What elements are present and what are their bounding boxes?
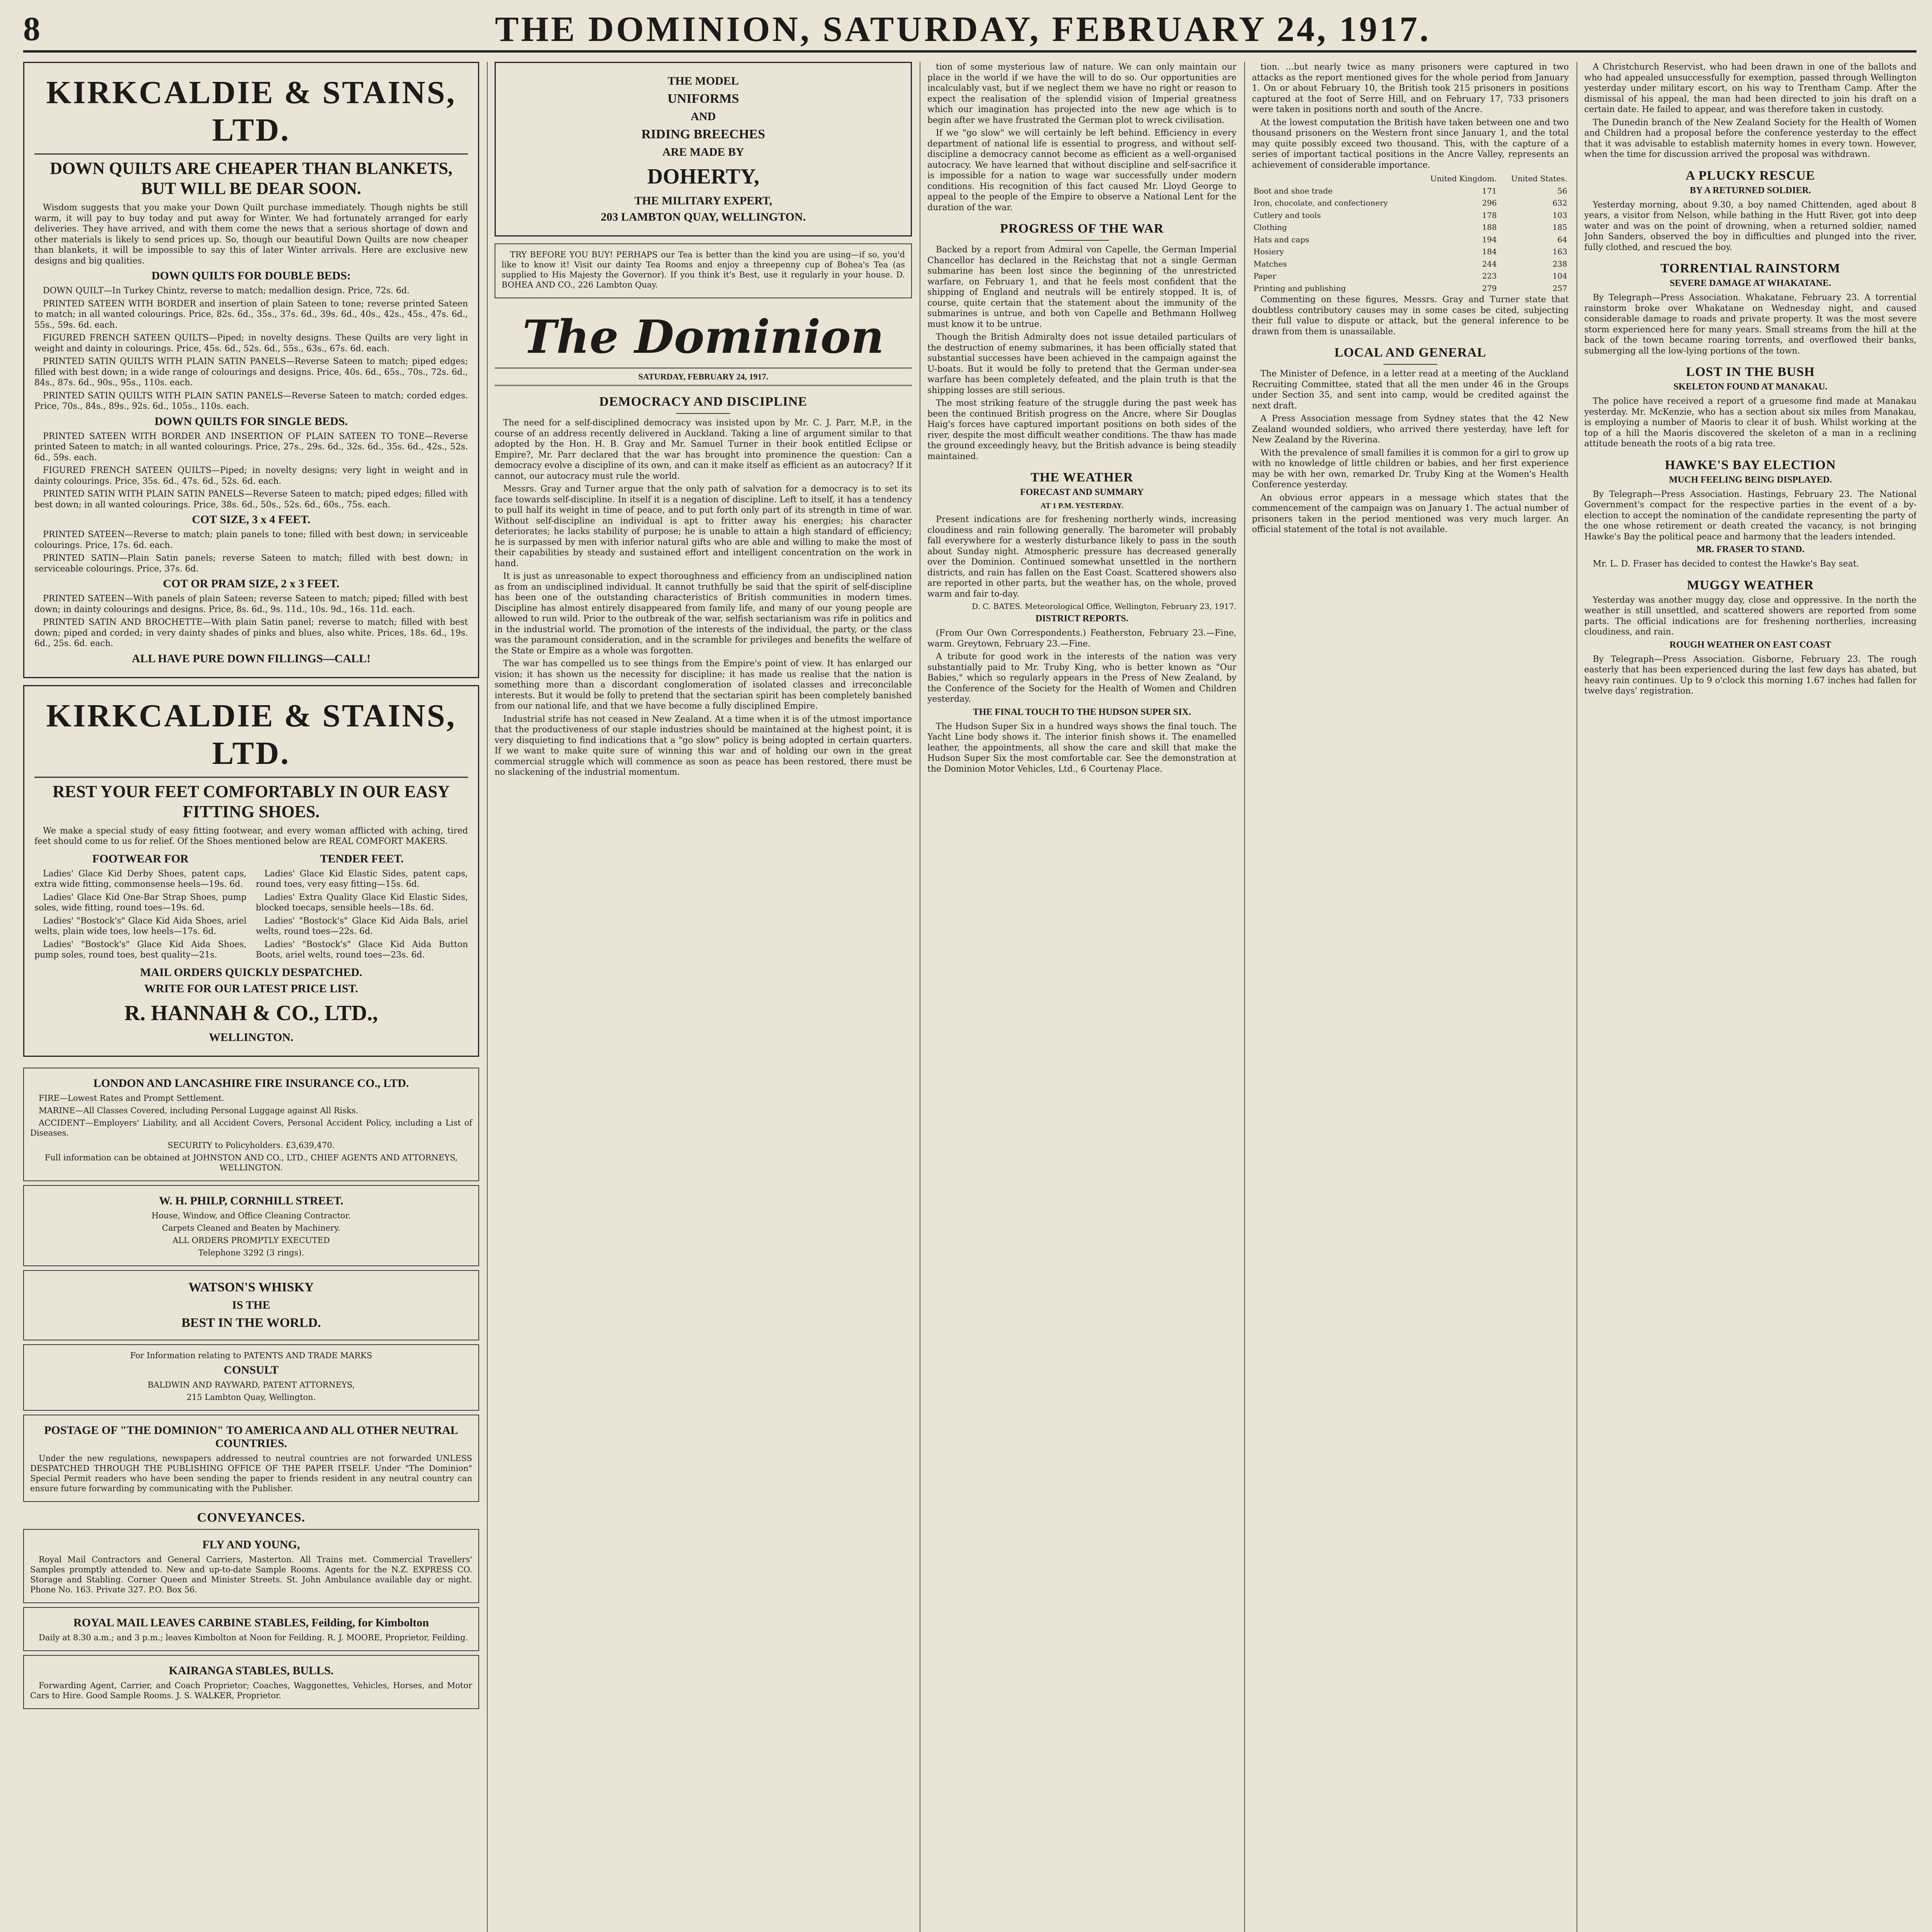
table-cell: Iron, chocolate, and confectionery: [1253, 198, 1388, 207]
article-paragraph: Mr. L. D. Fraser has decided to contest the Hawke's Bay seat.: [1593, 559, 1859, 569]
advert-title: KAIRANGA STABLES, BULLS.: [168, 1664, 334, 1677]
article-paragraph: By Telegraph—Press Association. Gisborne, February 23. The rough easterly that has been experienced during the last few days has abated, but heavy rain continues. Up to 9 o'clock this morning 1.67 inches had fallen for twelve days' registration.: [1584, 654, 1917, 696]
table-cell: Boot and shoe trade: [1253, 186, 1333, 196]
table-row: [1252, 209, 1569, 222]
weather-heading: THE WEATHER: [1031, 470, 1133, 485]
section-heading: DOWN QUILTS FOR SINGLE BEDS.: [155, 415, 348, 428]
weather-time: AT 1 P.M. YESTERDAY.: [1040, 502, 1124, 510]
table-cell: Cutlery and tools: [1253, 210, 1321, 220]
conveyances-heading: CONVEYANCES.: [197, 1510, 305, 1525]
section-heading: COT SIZE, 3 x 4 FEET.: [192, 513, 311, 526]
list-item: PRINTED SATEEN WITH BORDER AND INSERTION OF PLAIN SATEEN TO TONE—Reverse printed Sateen to match; in all wanted colourings. Price, 27s., 29s. 6d., 32s. 6d., 35s. 6d., 42s., 52s. 6d., 59s. each.: [34, 431, 468, 463]
table-cell: 171: [1482, 186, 1497, 196]
list-item: PRINTED SATIN—Plain Satin panels; reverse Sateen to match; filled with best down; in serviceable colourings. Price, 37s. 6d.: [34, 553, 468, 574]
shoes-advert: [23, 685, 479, 1057]
table-cell: 104: [1552, 271, 1567, 281]
table-cell: Hosiery: [1253, 247, 1284, 256]
notice-text: Under the new regulations, newspapers addressed to neutral countries are not forwarded UNLESS DESPATCHED THROUGH THE PUBLISHING OFFICE OF THE PAPER ITSELF. Under "The Dominion" Special Permit readers who have been sending the paper to friends resident in any neutral country can ensure future forwarding by communicating with the Publisher.: [30, 1453, 472, 1493]
article-paragraph: Backed by a report from Admiral von Capelle, the German Imperial Chancellor has declared in the Reichstag that not a single German submarine has been lost since the beginning of the unrestricted warfare, on February 1, and that he feels most confident that the shipping of England and neutrals will be entirely stopped. It is, of course, quite certain that the statement about the immunity of the submarines is untrue, and both von Capelle and Bethmann Hollweg must know it to be untrue.: [927, 245, 1236, 329]
list-item: PRINTED SATIN QUILTS WITH PLAIN SATIN PANELS—Reverse Sateen to match; corded edges. Price, 70s., 84s., 89s., 92s. 6d., 105s., 110s. each.: [34, 391, 468, 411]
advert-line: UNIFORMS: [667, 92, 739, 106]
table-row: [1252, 234, 1569, 246]
advert-line: FIRE—Lowest Rates and Prompt Settlement.: [39, 1093, 224, 1103]
article-paragraph: The Dunedin branch of the New Zealand Society for the Health of Women and Children had a proposal before the conference yesterday to the effect that it was advisable to establish maternity homes in every town. However, when the time for discussion arrived the proposal was withdrawn.: [1584, 117, 1917, 159]
table-cell: 185: [1552, 223, 1567, 232]
firm-name: R. HANNAH & CO., LTD.,: [124, 1001, 378, 1025]
list-item: Ladies' "Bostock's" Glace Kid Aida Shoes, pump soles, round toes, best quality—21s.: [34, 939, 247, 960]
rescue-heading: A PLUCKY RESCUE: [1685, 168, 1815, 183]
advert-line: Carpets Cleaned and Beaten by Machinery.: [162, 1223, 340, 1233]
list-item: PRINTED SATEEN—With panels of plain Sateen; reverse Sateen to match; piped; filled with best down; in dainty colourings and designs. Price, 8s. 6d., 9s. 11d., 10s. 9d., 16s. 11d. each.: [34, 594, 468, 614]
table-cell: 194: [1482, 235, 1497, 244]
editorial-paragraph: It is just as unreasonable to expect thoroughness and efficiency from an undisciplined nation as from an undisciplined individual. It cannot truthfully be said that the spirit of self-discipline has been one of the outstanding characteristics of British communities in modern times. Discipline has almost entirely disappeared from family life, and many of our young people are allowed to run wild. Prior to the outbreak of the war, selfish sectarianism was rife in politics and in the industrial world. The promotion of the interests of the individual, the party, or the class was the paramount consideration, and in the scramble for privileges and benefits the welfare of the State or Empire as a whole was forgotten.: [495, 571, 912, 656]
table-cell: 632: [1552, 198, 1567, 207]
advert-text: Royal Mail Contractors and General Carriers, Masterton. All Trains met. Commercial Travellers' Samples promptly attended to. New and up-to-date Sample Rooms. Agents for the N.Z. EXPRESS CO. Storage and Stabling. Corner Queen and Minister Streets. St. John Ambulance available day or night. Phone No. 163. Private 327. P.O. Box 56.: [30, 1554, 472, 1594]
table-cell: 257: [1552, 283, 1567, 293]
tea-advert: [495, 243, 912, 298]
table-row: [1252, 258, 1569, 270]
section-heading: COT OR PRAM SIZE, 2 x 3 FEET.: [163, 577, 340, 590]
table-cell: 296: [1482, 198, 1497, 207]
tribute-text: A tribute for good work in the interests of the nation was very substantially paid to Mr. Truby King, who is better known as "Our Babies," which so regularly appears in the Press of New Zealand, by the Conference of the Society for the Health of Women and Children yesterday.: [927, 652, 1236, 704]
editorial-paragraph: The war has compelled us to see things from the Empire's point of view. It has enlarged our vision; it has shown us the necessity for discipline; it has made us realise that the nation is something more than a discordant conglomeration of isolated classes and irreconcilable interests. But it would be folly to pretend that the sectarian spirit has been completely banished from our national life, and that we have become a fully disciplined Empire.: [495, 659, 912, 711]
advert-line: BEST IN THE WORLD.: [181, 1315, 321, 1330]
article-paragraph: The most striking feature of the struggle during the past week has been the continued British progress on the Ancre, where Sir Douglas Haig's forces have captured important positions on both sides of the river, despite the most difficult weather conditions. The thaw has made the ground exceedingly heavy, but the British advance is being steadily maintained.: [927, 398, 1236, 461]
advert-line: BALDWIN AND RAYWARD, PATENT ATTORNEYS,: [147, 1380, 355, 1389]
advert-line: WATSON'S WHISKY: [188, 1280, 314, 1294]
local-paragraph: An obvious error appears in a message which states that the commencement of the campaign was on January 1. The actual number of prisoners taken in the period mentioned was very much larger. An official statement of the total is not available.: [1252, 493, 1569, 534]
notice-title: POSTAGE OF "THE DOMINION" TO AMERICA AND ALL OTHER NEUTRAL COUNTRIES.: [44, 1423, 458, 1450]
advert-text: TRY BEFORE YOU BUY! PERHAPS our Tea is better than the kind you are using—if so, you'd like to know it! Visit our dainty Tea Rooms and enjoy a threepenny cup of Bohea's Tea (as supplied to His Majesty the Governor). If you think it's Best, use it regularly in your house. D. BOHEA AND CO., 226 Lambton Quay.: [502, 250, 905, 289]
advert-line: AND: [690, 110, 716, 123]
article-paragraph: The police have received a report of a gruesome find made at Manakau yesterday. Mr. McKenzie, who has a section about six miles from Manakau, is employing a number of Maoris to clear it of bush. Whilst working at the top of a hill the Maoris discovered the skeleton of a man in a reclining attitude beneath the roots of a big rata tree.: [1584, 396, 1917, 449]
advert-title: W. H. PHILP, CORNHILL STREET.: [159, 1194, 344, 1207]
advert-headline: DOWN QUILTS ARE CHEAPER THAN BLANKETS, BUT WILL BE DEAR SOON.: [50, 159, 452, 198]
local-paragraph: A Press Association message from Sydney states that the 42 New Zealand wounded soldiers, who arrived there yesterday, have left for New Zealand by the Riverina.: [1252, 414, 1569, 445]
weather-signature: D. C. BATES. Meteorological Office, Wellington, February 23, 1917.: [972, 602, 1236, 611]
advert-address: 203 LAMBTON QUAY, WELLINGTON.: [600, 211, 806, 223]
whisky-advert: [23, 1270, 479, 1340]
advert-brand: KIRKCALDIE & STAINS, LTD.: [46, 697, 456, 771]
article-paragraph: If we "go slow" we will certainly be left behind. Efficiency in every department of national life is essential to progress, and without self-discipline a democracy cannot become as efficient as a well-organised autocracy. We have learned that without discipline and self-sacrifice it is impossible for a nation to wage war successfully under modern conditions. His recognition of this fact caused Mr. Lloyd George to appeal to the people of the Empire to observe a National Lent for the duration of the war.: [927, 128, 1236, 213]
hudson-text: The Hudson Super Six in a hundred ways shows the final touch. The Yacht Line body shows it. The interior finish shows it. The enamelled leather, the appointments, all show the care and skill that make the Hudson Super Six the most comfortable car. See the demonstration at the Dominion Motor Vehicles, Ltd., 6 Courtenay Place.: [927, 721, 1236, 774]
election-subheading: MUCH FEELING BEING DISPLAYED.: [1669, 474, 1832, 485]
mail-advert: [23, 1607, 479, 1651]
district-heading: DISTRICT REPORTS.: [1035, 614, 1129, 624]
list-item: PRINTED SATIN WITH PLAIN SATIN PANELS—Reverse Sateen to match; piped edges; filled with best down; in all wanted colourings. Price, 38s. 6d., 50s., 52s. 6d., 60s., 75s. each.: [34, 489, 468, 510]
stables-advert: [23, 1655, 479, 1709]
column-3: [927, 62, 1236, 1932]
local-paragraph: With the prevalence of small families it is common for a girl to grow up with no knowledge of little children or babies, and her first experience may be with her own, remarked Dr. Truby King at the Women's Health Conference yesterday.: [1252, 448, 1569, 490]
advert-line: CONSULT: [223, 1363, 279, 1376]
article-paragraph: Yesterday was another muggy day, close and oppressive. In the north the weather is still unsettled, and scattered showers are reported from some parts. The official indications are for freshening northerlies, increasing cloudiness, and rain.: [1584, 595, 1917, 637]
article-paragraph: At the lowest computation the British have taken between one and two thousand prisoners on the Western front since January 1, and the total may quite possibly exceed two thousand. This, with the capture of a series of important tactical positions in the Ancre Valley, represents an achievement of considerable importance.: [1252, 117, 1569, 170]
patents-advert: [23, 1344, 479, 1411]
table-cell: Clothing: [1253, 223, 1287, 232]
mail-orders: MAIL ORDERS QUICKLY DESPATCHED.: [140, 966, 362, 979]
advert-line: Telephone 3292 (3 rings).: [198, 1248, 304, 1257]
editorial-paragraph: Industrial strife has not ceased in New Zealand. At a time when it is of the utmost importance that the productiveness of our staple industries should be maintained at the highest point, it is very disquieting to find indications that a "go slow" policy is being adopted in certain quarters. If we want to make quite sure of winning this war and of holding our own in the great commercial struggle which will commence as soon as peace has been restored, there must be no slackening of the industrial momentum.: [495, 714, 912, 777]
list-item: PRINTED SATIN AND BROCHETTE—With plain Satin panel; reverse to match; filled with best down; piped and corded; in very dainty shades of pinks and blues, also white. Prices, 18s. 6d., 19s. 6d., 25s. 6d. each.: [34, 617, 468, 648]
local-heading: LOCAL AND GENERAL: [1334, 345, 1486, 360]
table-header: United States.: [1511, 174, 1567, 183]
table-cell: Paper: [1253, 271, 1276, 281]
table-cell: 279: [1482, 283, 1497, 293]
advert-title: ROYAL MAIL LEAVES CARBINE STABLES, Feilding, for Kimbolton: [73, 1616, 429, 1629]
column-4: [1252, 62, 1569, 1932]
list-item: PRINTED SATEEN—Reverse to match; plain panels to tone; filled with best down; in serviceable colourings. Price, 17s. 6d. each.: [34, 530, 468, 550]
section-heading: FOOTWEAR FOR: [92, 852, 189, 865]
quilts-advert: [23, 62, 479, 678]
rescue-subheading: BY A RETURNED SOLDIER.: [1690, 185, 1811, 196]
muggy-heading: MUGGY WEATHER: [1687, 578, 1814, 592]
editorial-paragraph: The need for a self-disciplined democracy was insisted upon by Mr. C. J. Parr, M.P., in the course of an address recently delivered in Auckland. Taking a line of argument similar to that adopted by the Hon. H. B. Gray and Mr. Samuel Turner in their book entitled Eclipse or Empire?, Mr. Parr declared that the war has brought into prominence the question: Can a democracy evolve a discipline of its own, and can it make itself as efficient as an autocracy? If it cannot, our autocracy must rule the world.: [495, 418, 912, 481]
war-heading: PROGRESS OF THE WAR: [1000, 221, 1164, 236]
advert-line: MARINE—All Classes Covered, including Personal Luggage against All Risks.: [39, 1105, 359, 1115]
article-paragraph: By Telegraph—Press Association. Whakatane, February 23. A torrential rainstorm broke over Whakatane on Wednesday night, and caused considerable damage to roads and private property. It was the most severe storm experienced here for many years. Small streams from the hill at the back of the town became roaring torrents, and overflowed their banks, submerging all the low-lying portions of the town.: [1584, 293, 1917, 356]
table-cell: 163: [1552, 247, 1567, 256]
table-row: [1252, 185, 1569, 197]
carrier-advert: [23, 1529, 479, 1603]
list-item: DOWN QUILT—In Turkey Chintz, reverse to match; medallion design. Price, 72s. 6d.: [43, 286, 410, 296]
advert-line: SECURITY to Policyholders. £3,639,470.: [167, 1140, 335, 1150]
list-item: Ladies' Glace Kid One-Bar Strap Shoes, pump soles, wide fitting, round toes—19s. 6d.: [34, 892, 247, 913]
table-cell: 178: [1482, 210, 1497, 220]
masthead: [23, 8, 1917, 53]
article-paragraph: A Christchurch Reservist, who had been drawn in one of the ballots and who had appealed unsuccessfully for exemption, passed through Wellington yesterday under military escort, on his way to Trentham Camp. After the dismissal of his appeal, the man had been directed to join his draft on a certain date. He failed to appear, and was therefore taken in custody.: [1584, 62, 1917, 114]
table-cell: 238: [1552, 259, 1567, 269]
masthead-title: THE DOMINION, SATURDAY, FEBRUARY 24, 1917.: [495, 9, 1431, 49]
lost-heading: LOST IN THE BUSH: [1686, 365, 1815, 379]
table-row: [1252, 221, 1569, 234]
cleaning-advert: [23, 1185, 479, 1266]
list-item: Ladies' "Bostock's" Glace Kid Aida Bals, ariel welts, round toes—22s. 6d.: [256, 916, 468, 936]
lost-subheading: SKELETON FOUND AT MANAKAU.: [1673, 382, 1828, 392]
table-cell: 64: [1557, 235, 1567, 244]
advert-footer: ALL HAVE PURE DOWN FILLINGS—CALL!: [132, 652, 371, 665]
table-row: [1252, 246, 1569, 258]
column-5: [1584, 62, 1917, 1932]
advert-headline: REST YOUR FEET COMFORTABLY IN OUR EASY FITTING SHOES.: [53, 782, 450, 821]
table-row: [1252, 197, 1569, 209]
local-paragraph: The Minister of Defence, in a letter read at a meeting of the Auckland Recruiting Committee, stated that all the men under 46 in the Groups under Section 35, and sent into camp, would be credited against the next draft.: [1252, 369, 1569, 411]
insurance-advert: [23, 1068, 479, 1181]
table-header: [1252, 173, 1415, 185]
newspaper-nameplate: The Dominion: [522, 310, 884, 364]
list-item: Ladies' "Bostock's" Glace Kid Aida Shoes, ariel welts, plain wide toes, low heels—17s. 6d.: [34, 916, 247, 936]
advert-title: FLY AND YOUNG,: [202, 1538, 300, 1551]
fraser-heading: MR. FRASER TO STAND.: [1696, 544, 1804, 554]
section-heading: DOWN QUILTS FOR DOUBLE BEDS:: [151, 269, 351, 282]
firm-town: WELLINGTON.: [209, 1031, 294, 1044]
article-paragraph: Though the British Admiralty does not issue detailed particulars of the destruction of enemy submarines, it has been officially stated that substantial successes have been achieved in the campaign against the U-boats. But it would be folly to pretend that the German under-sea warfare has been completely defeated, and the plain truth is that the shipping losses are still serious.: [927, 332, 1236, 395]
advert-text: Forwarding Agent, Carrier, and Coach Proprietor; Coaches, Waggonettes, Vehicles, Horses, and Motor Cars to Hire. Good Sample Rooms. J. S. WALKER, Proprietor.: [30, 1680, 472, 1700]
table-cell: 244: [1482, 259, 1497, 269]
weather-text: Present indications are for freshening northerly winds, increasing cloudiness and rain following generally. The barometer will probably fall everywhere for a westerly disturbance likely to pass in the south about Sunday night. Atmospheric pressure has decreased generally over the Dominion. Continued somewhat unsettled in the northern districts, and rain has fallen on the East Coast. Scattered showers also are reported in other parts, but the weather has, on the whole, proved warm and fair to-day.: [927, 515, 1236, 599]
industry-table: [1252, 173, 1569, 294]
advert-name: DOHERTY,: [647, 165, 760, 189]
table-cell: 103: [1552, 210, 1567, 220]
table-cell: 184: [1482, 247, 1497, 256]
dateline: SATURDAY, FEBRUARY 24, 1917.: [495, 367, 912, 386]
hudson-heading: THE FINAL TOUCH TO THE HUDSON SUPER SIX.: [973, 707, 1191, 717]
list-item: Ladies' Extra Quality Glace Kid Elastic Sides, blocked toecaps, sensible heels—18s. 6d.: [256, 892, 468, 913]
advert-line: THE MILITARY EXPERT,: [634, 194, 772, 207]
advert-line: Full information can be obtained at JOHNSTON AND CO., LTD., CHIEF AGENTS AND ATTORNEYS, WELLINGTON.: [44, 1153, 458, 1172]
advert-line: RIDING BREECHES: [641, 127, 765, 141]
table-header: United Kingdom.: [1430, 174, 1497, 183]
article-paragraph: Yesterday morning, about 9.30, a boy named Chittenden, aged about 8 years, a visitor from Nelson, while bathing in the Hutt River, got into deep water and was on the point of drowning, when a returned soldier, named John Sanders, observed the boy in difficulties and plunged into the river, fully clothed, and rescued the boy.: [1584, 200, 1917, 252]
rough-heading: ROUGH WEATHER ON EAST COAST: [1669, 639, 1832, 650]
list-item: Ladies' Glace Kid Elastic Sides, patent caps, round toes, very easy fitting—15s. 6d.: [256, 869, 468, 889]
price-list: WRITE FOR OUR LATEST PRICE LIST.: [144, 982, 358, 995]
editorial-heading: DEMOCRACY AND DISCIPLINE: [599, 395, 808, 409]
advert-title: LONDON AND LANCASHIRE FIRE INSURANCE CO., LTD.: [93, 1077, 409, 1090]
advert-line: IS THE: [232, 1298, 270, 1311]
table-row: [1252, 270, 1569, 282]
editorial-paragraph: Messrs. Gray and Turner argue that the only path of salvation for a democracy is to set its face towards self-discipline. In itself it is a negation of discipline. Left to itself, it has a tendency to pull half its weight in time of peace, and to put forth only part of its strength in time of war. Without self-discipline an individual is apt to fritter away his energies; his character deteriorates; he lacks stability of purpose; he is unable to attain a high standard of efficiency; he is surpassed by men with inferior natural gifts who are able and willing to make the most of their capabilities by steady and sustained effort and intelligent concentration on the work in hand.: [495, 484, 912, 568]
section-heading: TENDER FEET.: [320, 852, 404, 865]
advert-line: House, Window, and Office Cleaning Contractor.: [151, 1211, 351, 1220]
list-item: PRINTED SATEEN WITH BORDER and insertion of plain Sateen to tone; reverse printed Sateen to match; in all wanted colourings. Price, 82s. 6d., 35s., 37s. 6d., 39s. 6d., 40s., 42s., 45s., 47s. 6d., 55s., 59s. 6d. each.: [34, 299, 468, 330]
table-cell: Matches: [1253, 259, 1287, 269]
rainstorm-heading: TORRENTIAL RAINSTORM: [1660, 261, 1840, 276]
list-item: FIGURED FRENCH SATEEN QUILTS—Piped; in novelty designs; very light in weight and in dainty colourings. Price, 35s. 6d., 47s. 6d., 52s. 6d. each.: [34, 466, 468, 486]
advert-intro: Wisdom suggests that you make your Down Quilt purchase immediately. Though nights be still warm, it will pay to buy today and put away for Winter. We had fortunately arranged for early deliveries. They have arrived, and with them come the news that a serious shortage of down and other materials is likely to send prices up. So, though our beautiful Down Quilts are now cheaper than blankets, it will be impossible to say this of later Winter arrivals. Here are exclusive new designs and big qualities.: [34, 203, 468, 266]
uniforms-advert: [495, 62, 912, 236]
table-header-row: [1252, 173, 1569, 185]
article-paragraph: tion. ...but nearly twice as many prisoners were captured in two attacks as the report mentioned gives for the whole period from January 1. On or about February 10, the British took 215 prisoners in positions captured at the foot of Serre Hill, and on February 17, 733 prisoners were taken in positions north and south of the Ancre.: [1252, 62, 1569, 114]
table-cell: Hats and caps: [1253, 235, 1310, 244]
advert-text: Daily at 8.30 a.m.; and 3 p.m.; leaves Kimbolton at Noon for Feilding. R. J. MOORE, Proprietor, Feilding.: [39, 1633, 468, 1642]
advert-line: ARE MADE BY: [662, 146, 744, 158]
district-text: (From Our Own Correspondents.) Featherston, February 23.—Fine, warm. Greytown, February 23.—Fine.: [927, 628, 1236, 649]
table-cell: 188: [1482, 223, 1497, 232]
advert-intro: We make a special study of easy fitting footwear, and every woman afflicted with aching, tired feet should come to us for relief. Of the Shoes mentioned below are REAL COMFORT MAKERS.: [34, 826, 468, 846]
table-row: [1252, 282, 1569, 295]
advert-brand: KIRKCALDIE & STAINS, LTD.: [46, 75, 456, 148]
list-item: Ladies' Glace Kid Derby Shoes, patent caps, extra wide fitting, commonsense heels—19s. 6d.: [34, 869, 247, 889]
advert-line: ACCIDENT—Employers' Liability, and all Accident Covers, Personal Accident Policy, including a List of Diseases.: [30, 1118, 472, 1138]
list-item: PRINTED SATIN QUILTS WITH PLAIN SATIN PANELS—Reverse Sateen to match; piped edges; filled with best down; in a wide range of colourings and designs. Price, 40s. 6d., 65s., 70s., 72s. 6d., 84s., 87s. 6d., 90s., 95s., 110s. each.: [34, 357, 468, 388]
article-paragraph: tion of some mysterious law of nature. We can only maintain our place in the world if we have the will to do so. Our opportunities are incalculably vast, but if we neglect them we have no right or reason to expect the realisation of the splendid vision of Imperial greatness which our imagination has projected into the new age which is to begin after we have frustrated the German plot to wreck civilisation.: [927, 62, 1236, 125]
list-item: FIGURED FRENCH SATEEN QUILTS—Piped; in novelty designs. These Quilts are very light in weight and dainty in colourings. Price, 45s. 6d., 52s. 6d., 55s., 63s., 67s. 6d. each.: [34, 333, 468, 354]
column-1: [23, 62, 479, 1932]
table-cell: 223: [1482, 271, 1497, 281]
advert-line: For Information relating to PATENTS AND TRADE MARKS: [130, 1350, 372, 1360]
election-heading: HAWKE'S BAY ELECTION: [1665, 457, 1836, 472]
table-cell: Printing and publishing: [1253, 283, 1346, 293]
table-note: Commenting on these figures, Messrs. Gray and Turner state that doubtless contributory causes may in some cases be cited, subjecting their full value to dispute or attack, but the general inference to be drawn from them is unassailable.: [1252, 295, 1569, 337]
page-number: 8: [23, 10, 40, 48]
postage-notice: [23, 1415, 479, 1502]
rainstorm-subheading: SEVERE DAMAGE AT WHAKATANE.: [1670, 278, 1831, 288]
article-paragraph: By Telegraph—Press Association. Hastings, February 23. The National Government's compact for the respective parties in the event of a by-election to accept the nomination of the candidate representing the party of the one whose retirement or death created the vacancy, is not bringing Hawke's Bay the political peace and harmony that the leaders intended.: [1584, 489, 1917, 542]
list-item: Ladies' "Bostock's" Glace Kid Aida Button Boots, ariel welts, round toes—23s. 6d.: [256, 939, 468, 960]
advert-line: THE MODEL: [667, 75, 739, 87]
column-2: [495, 62, 912, 1932]
double-bed-list: [34, 286, 468, 412]
weather-subheading: FORECAST AND SUMMARY: [1020, 487, 1144, 497]
table-cell: 56: [1557, 186, 1567, 196]
advert-line: ALL ORDERS PROMPTLY EXECUTED: [172, 1235, 330, 1245]
advert-line: 215 Lambton Quay, Wellington.: [186, 1392, 316, 1402]
